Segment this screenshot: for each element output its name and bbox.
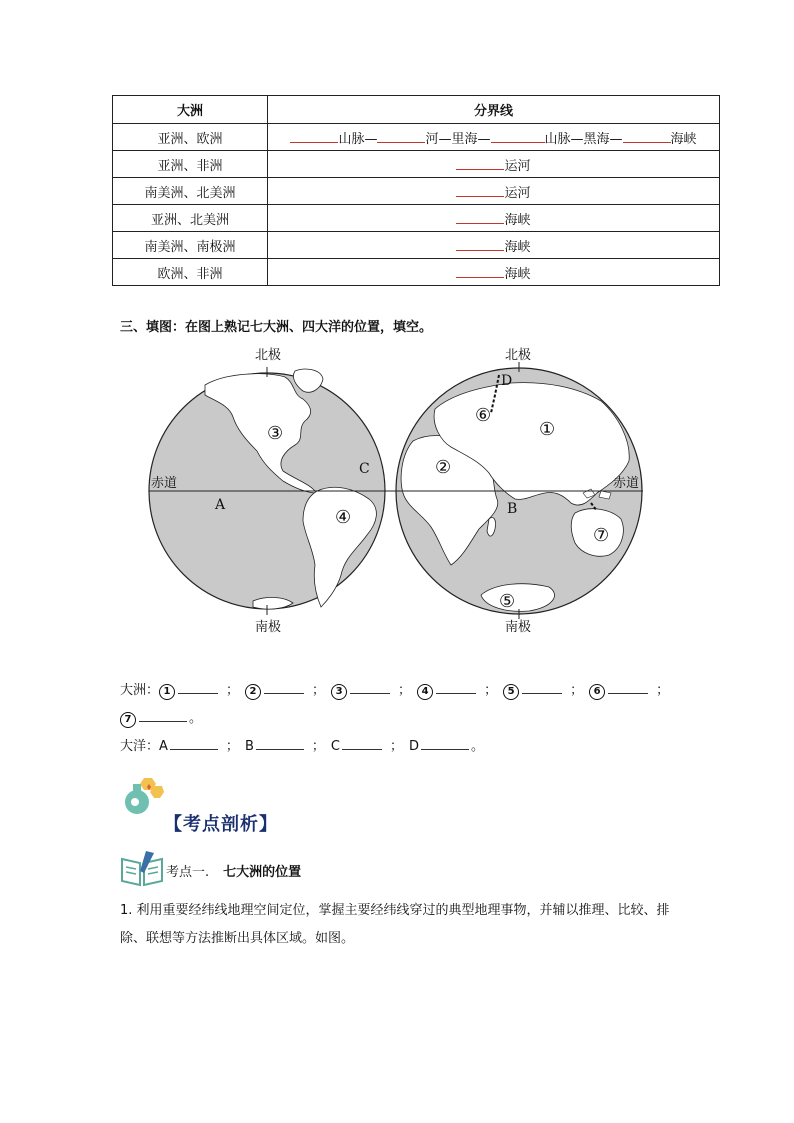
row-continents: 亚洲、北美洲 [113,205,268,232]
ocean-label-a: A [215,497,226,513]
header-continents: 大洲 [113,96,268,124]
book-pencil-icon [120,849,164,887]
explanation-paragraph: 1. 利用重要经纬线地理空间定位，掌握主要经纬线穿过的典型地理事物，并辅以推理、比较、排除、联想等方法推断出具体区域。如图。 [120,903,670,946]
continent-answers: 大洲： 1 ； 2 ； 3 ； 4 ； 5 ； 6 ； [120,679,675,700]
point-1-title: 考点一. 七大洲的位置 [166,865,302,880]
row-boundary: 运河 [268,151,720,178]
fill-blank[interactable] [456,209,504,224]
row-boundary: 山脉— 河—里海— 山脉—黑海— 海峡 [268,124,720,151]
analysis-title: 【考点剖析】 [164,814,278,835]
north-pole-label: 北极 [505,348,532,363]
fill-blank[interactable] [456,263,504,278]
table-row [113,259,720,286]
section-3-title: 三、填图：在图上熟记七大洲、四大洋的位置，填空。 [120,320,433,335]
row-continents: 南美洲、北美洲 [113,178,268,205]
continent-answers-cont: 7 。 [120,707,202,728]
row-boundary: 海峡 [268,232,720,259]
fill-blank[interactable] [623,128,671,143]
south-pole-label: 南极 [505,620,532,635]
fill-blank[interactable] [491,128,545,143]
fill-blank[interactable] [377,128,425,143]
answer-blank[interactable] [256,735,304,750]
answer-blank[interactable] [342,735,382,750]
answer-blank[interactable] [350,679,390,694]
table-row [113,124,720,151]
table-row [113,232,720,259]
table-row [113,178,720,205]
flask-icon [122,776,164,816]
answer-blank[interactable] [264,679,304,694]
row-continents: 亚洲、非洲 [113,151,268,178]
continent-marker-7: ⑦ [593,525,610,546]
table-row [113,205,720,232]
continent-marker-2: ② [435,457,452,478]
south-pole-label: 南极 [255,620,282,635]
row-continents: 欧洲、非洲 [113,259,268,286]
ocean-answers: 大洋：A ； B ； C ； D 。 [120,735,484,754]
ocean-label-c: C [359,461,370,477]
row-continents: 亚洲、欧洲 [113,124,268,151]
answer-blank[interactable] [436,679,476,694]
north-pole-label: 北极 [255,348,282,363]
equator-label: 赤道 [613,476,640,491]
fill-blank[interactable] [456,236,504,251]
table-header-row [113,96,720,124]
equator-label: 赤道 [151,476,178,491]
continent-marker-4: ④ [335,507,352,528]
continent-marker-6: ⑥ [475,405,492,426]
fill-blank[interactable] [456,182,504,197]
answer-blank[interactable] [139,707,187,722]
boundary-table [112,95,720,286]
ocean-label-d: D [501,373,513,389]
continent-marker-1: ① [539,419,556,440]
continent-marker-3: ③ [267,423,284,444]
row-boundary: 运河 [268,178,720,205]
answer-blank[interactable] [421,735,469,750]
world-map [145,343,645,638]
ocean-label-b: B [507,501,518,517]
table-row [113,151,720,178]
answer-blank[interactable] [522,679,562,694]
answer-blank[interactable] [178,679,218,694]
continent-marker-5: ⑤ [499,591,516,612]
fill-blank[interactable] [290,128,338,143]
row-boundary: 海峡 [268,205,720,232]
row-continents: 南美洲、南极洲 [113,232,268,259]
answer-blank[interactable] [608,679,648,694]
row-boundary: 海峡 [268,259,720,286]
fill-blank[interactable] [456,155,504,170]
header-boundary: 分界线 [268,96,720,124]
answer-blank[interactable] [170,735,218,750]
